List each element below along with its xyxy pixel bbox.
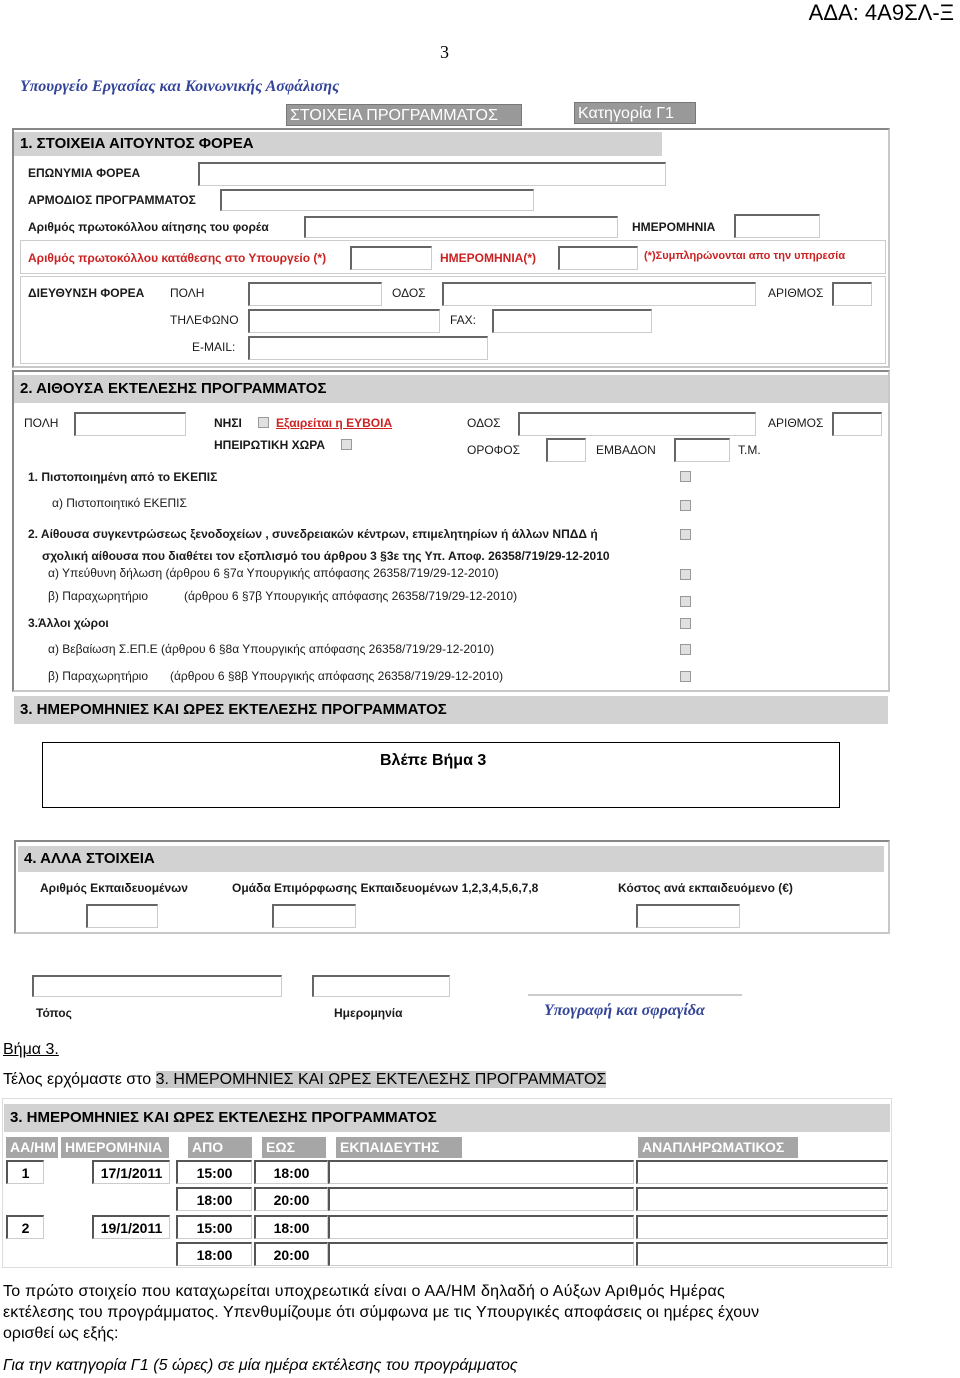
program-manager-field[interactable] (220, 189, 534, 211)
row2-slot2-substitute[interactable] (636, 1242, 888, 1266)
row1-slot2-substitute[interactable] (636, 1187, 888, 1211)
body-paragraph-line2: εκτέλεσης του προγράμματος. Υπενθυμίζουμε ότι σύμφωνα με τις Υπουργικές αποφάσεις οι ημέρες έχουν (3, 1304, 760, 1321)
row2-slot2-trainer[interactable] (328, 1242, 634, 1266)
row2-slot1-from[interactable]: 15:00 (176, 1215, 252, 1239)
schedule-header-to: ΕΩΣ (262, 1137, 326, 1158)
row1-slot2-from[interactable]: 18:00 (176, 1187, 252, 1211)
row1-date[interactable]: 17/1/2011 (92, 1160, 170, 1184)
step3-intro (3, 1071, 606, 1089)
item3-label: 3.Άλλοι χώροι (28, 616, 109, 630)
address-label: ΔΙΕΥΘΥΝΣΗ ΦΟΡΕΑ (28, 286, 145, 300)
phone-field[interactable] (248, 309, 440, 333)
item2b-label: β) Παραχωρητήριο (48, 589, 149, 603)
row2-slot1-trainer[interactable] (328, 1215, 634, 1239)
item1-checkbox[interactable] (680, 471, 691, 482)
section2-title: 2. ΑΙΘΟΥΣΑ ΕΚΤΕΛΕΣΗΣ ΠΡΟΓΡΑΜΜΑΤΟΣ (14, 375, 888, 403)
place-label: Τόπος (36, 1006, 72, 1020)
page-number: 3 (440, 42, 449, 62)
body-paragraph-line3: ορισθεί ως εξής: (3, 1325, 119, 1342)
s2-city-field[interactable] (74, 412, 186, 436)
row2-slot2-to[interactable]: 20:00 (254, 1242, 328, 1266)
service-note: (*)Συμπληρώνονται απο την υπηρεσία (644, 250, 846, 262)
section4-title: 4. ΑΛΛΑ ΣΤΟΙΧΕΙΑ (18, 846, 884, 872)
category-tab: Κατηγορία Γ1 (574, 102, 696, 124)
ministry-title: Υπουργείο Εργασίας και Κοινωνικής Ασφάλισης (20, 78, 340, 95)
row2-slot1-to[interactable]: 18:00 (254, 1215, 328, 1239)
mainland-checkbox[interactable] (341, 439, 352, 450)
protocol-number-field[interactable] (304, 216, 618, 238)
fax-label: FAX: (450, 313, 477, 327)
floor-field[interactable] (546, 438, 586, 462)
area-label: ΕΜΒΑΔΟΝ (596, 443, 656, 457)
trainees-label: Αριθμός Εκπαιδευομένων (40, 881, 188, 895)
footer-date-label: Ημερομηνία (334, 1006, 403, 1020)
s2-street-field[interactable] (518, 412, 756, 436)
cost-label: Κόστος ανά εκπαιδευόμενο (€) (618, 881, 793, 895)
ada-code: ΑΔΑ: 4Α9ΣΛ-Ξ (808, 0, 954, 25)
signature-line (528, 994, 742, 996)
date-star-field[interactable] (558, 246, 638, 270)
cost-field[interactable] (636, 904, 740, 928)
org-name-field[interactable] (198, 162, 666, 186)
section3-title: 3. ΗΜΕΡΟΜΗΝΙΕΣ ΚΑΙ ΩΡΕΣ ΕΚΤΕΛΕΣΗΣ ΠΡΟΓΡΑΜΜΑΤΟΣ (14, 696, 888, 724)
date-label: ΗΜΕΡΟΜΗΝΙΑ (632, 220, 716, 234)
see-step-text: Βλέπε Βήμα 3 (380, 752, 487, 769)
email-field[interactable] (248, 336, 488, 360)
street-label: ΟΔΟΣ (392, 286, 426, 300)
ministry-protocol-field[interactable] (350, 246, 432, 270)
step3-heading: Βήμα 3. (3, 1041, 59, 1058)
schedule-header-aa: ΑΑ/ΗΜ (6, 1137, 58, 1158)
s2-number-label: ΑΡΙΘΜΟΣ (768, 416, 824, 430)
schedule-header-date: ΗΜΕΡΟΜΗΝΙΑ (61, 1137, 169, 1158)
mainland-label: ΗΠΕΙΡΩΤΙΚΗ ΧΩΡΑ (214, 438, 326, 452)
item2b-ref: (άρθρου 6 §7β Υπουργικής απόφασης 26358/719/29-12-2010) (184, 589, 518, 603)
s2-city-label: ΠΟΛΗ (24, 416, 59, 430)
item2b-checkbox[interactable] (680, 596, 691, 607)
floor-label: ΟΡΟΦΟΣ (467, 443, 520, 457)
item2-line2: σχολική αίθουσα που διαθέτει τον εξοπλισμό του άρθρου 3 §3ε της Υπ. Αποφ. 26358/719/29-12-2010 (42, 549, 610, 563)
row1-slot1-trainer[interactable] (328, 1160, 634, 1184)
row2-date[interactable]: 19/1/2011 (92, 1215, 170, 1239)
row2-slot1-substitute[interactable] (636, 1215, 888, 1239)
date-field[interactable] (734, 214, 820, 238)
org-name-label: ΕΠΩΝΥΜΙΑ ΦΟΡΕΑ (28, 166, 141, 180)
item3a-label: α) Βεβαίωση Σ.ΕΠ.Ε (άρθρου 6 §8α Υπουργικής απόφασης 26358/719/29-12-2010) (48, 642, 495, 656)
protocol-number-label: Αριθμός πρωτοκόλλου αίτησης του φορέα (28, 220, 269, 234)
program-manager-label: ΑΡΜΟΔΙΟΣ ΠΡΟΓΡΑΜΜΑΤΟΣ (28, 193, 196, 207)
item2-line1: 2. Αίθουσα συγκεντρώσεως ξενοδοχείων , συνεδρειακών κέντρων, επιμελητηρίων ή άλλων ΝΠΔΔ ή (28, 527, 598, 541)
row1-slot2-trainer[interactable] (328, 1187, 634, 1211)
row1-slot1-to[interactable]: 18:00 (254, 1160, 328, 1184)
item1-label: 1. Πιστοποιημένη από το ΕΚΕΠΙΣ (28, 470, 218, 484)
group-label: Ομάδα Επιμόρφωσης Εκπαιδευομένων 1,2,3,4,5,6,7,8 (232, 881, 539, 895)
item3b-label: β) Παραχωρητήριο (48, 669, 149, 683)
place-field[interactable] (32, 975, 282, 997)
row1-slot2-to[interactable]: 20:00 (254, 1187, 328, 1211)
row1-slot1-substitute[interactable] (636, 1160, 888, 1184)
fax-field[interactable] (492, 309, 652, 333)
sqm-label: Τ.Μ. (738, 443, 761, 457)
row1-aa[interactable]: 1 (6, 1160, 44, 1184)
body-paragraph-line1: Το πρώτο στοιχείο που καταχωρείται υποχρεωτικά είναι ο ΑΑ/ΗΜ δηλαδή ο Αύξων Αριθμός Ημέρας (3, 1283, 725, 1300)
row1-slot1-from[interactable]: 15:00 (176, 1160, 252, 1184)
date-star-label: ΗΜΕΡΟΜΗΝΙΑ(*) (440, 251, 536, 265)
island-checkbox[interactable] (258, 417, 269, 428)
item3b-checkbox[interactable] (680, 671, 691, 682)
signature-label: Υπογραφή και σφραγίδα (544, 1002, 705, 1019)
trainees-field[interactable] (86, 904, 158, 928)
step3-intro-highlight: 3. ΗΜΕΡΟΜΗΝΙΕΣ ΚΑΙ ΩΡΕΣ ΕΚΤΕΛΕΣΗΣ ΠΡΟΓΡΑΜΜΑΤΟΣ (155, 1071, 607, 1088)
item1a-label: α) Πιστοποιητικό ΕΚΕΠΙΣ (52, 496, 187, 510)
ministry-protocol-label: Αριθμός πρωτοκόλλου κατάθεσης στο Υπουργείο (*) (28, 251, 327, 265)
item2-checkbox[interactable] (680, 529, 691, 540)
schedule-header-substitute: ΑΝΑΠΛΗΡΩΜΑΤΙΚΟΣ (638, 1137, 798, 1158)
island-label: ΝΗΣΙ (214, 416, 242, 430)
item3b-ref: (άρθρου 6 §8β Υπουργικής απόφασης 26358/719/29-12-2010) (170, 669, 504, 683)
section1-title: 1. ΣΤΟΙΧΕΙΑ ΑΙΤΟΥΝΤΟΣ ΦΟΡΕΑ (14, 132, 662, 156)
row2-slot2-from[interactable]: 18:00 (176, 1242, 252, 1266)
item2a-checkbox[interactable] (680, 569, 691, 580)
phone-label: ΤΗΛΕΦΩΝΟ (170, 313, 239, 327)
area-field[interactable] (674, 438, 730, 462)
item2a-label: α) Υπεύθυνη δήλωση (άρθρου 6 §7α Υπουργικής απόφασης 26358/719/29-12-2010) (48, 566, 499, 580)
item1a-checkbox[interactable] (680, 500, 691, 511)
street-field[interactable] (442, 282, 756, 306)
number-label: ΑΡΙΘΜΟΣ (768, 286, 824, 300)
schedule-header-trainer: ΕΚΠΑΙΔΕΥΤΗΣ (336, 1137, 462, 1158)
s2-street-label: ΟΔΟΣ (467, 416, 501, 430)
row2-aa[interactable]: 2 (6, 1215, 44, 1239)
body-paragraph-category: Για την κατηγορία Γ1 (5 ώρες) σε μία ημέρα εκτέλεσης του προγράμματος (3, 1357, 518, 1374)
footer-date-field[interactable] (312, 975, 450, 997)
number-field[interactable] (832, 282, 872, 306)
step3-intro-prefix: Τέλος ερχόμαστε στο (3, 1071, 156, 1088)
group-field[interactable] (272, 904, 356, 928)
city-label: ΠΟΛΗ (170, 286, 205, 300)
city-field[interactable] (248, 282, 382, 306)
schedule-header-from: ΑΠΟ (188, 1137, 252, 1158)
s2-number-field[interactable] (832, 412, 882, 436)
program-tab: ΣΤΟΙΧΕΙΑ ΠΡΟΓΡΑΜΜΑΤΟΣ (286, 104, 522, 126)
email-label: E-MAIL: (192, 340, 236, 354)
except-label: Εξαιρείται η ΕΥΒΟΙΑ (276, 416, 393, 430)
item3a-checkbox[interactable] (680, 644, 691, 655)
item3-checkbox[interactable] (680, 618, 691, 629)
schedule-title: 3. ΗΜΕΡΟΜΗΝΙΕΣ ΚΑΙ ΩΡΕΣ ΕΚΤΕΛΕΣΗΣ ΠΡΟΓΡΑΜΜΑΤΟΣ (4, 1104, 890, 1132)
